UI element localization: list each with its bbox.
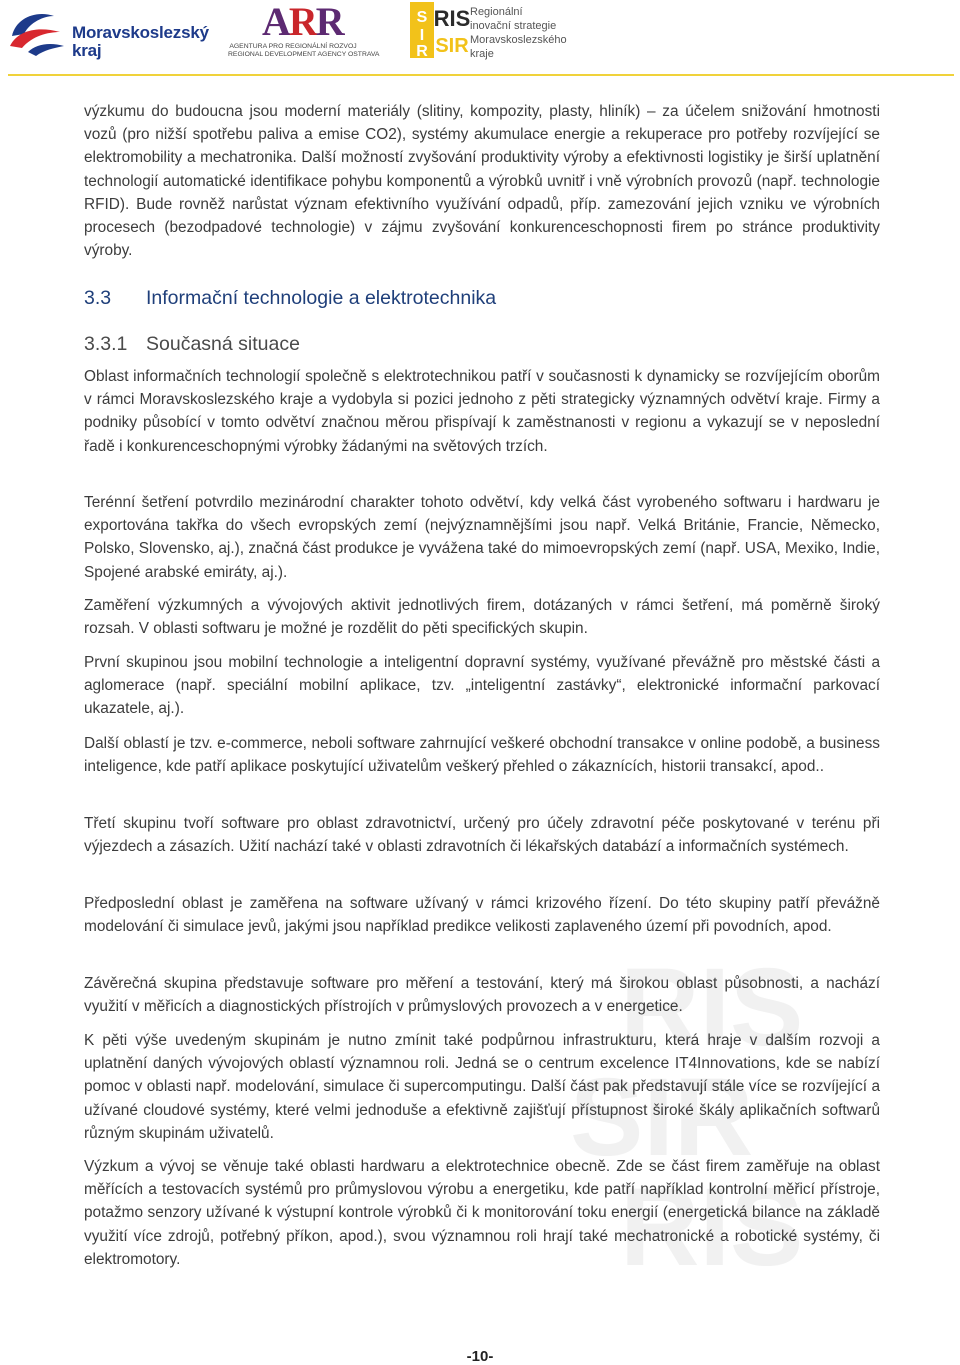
msk-logo-line1: Moravskoslezský bbox=[72, 23, 209, 42]
svg-text:RIS: RIS bbox=[620, 1166, 804, 1289]
body-paragraph-2: Terénní šetření potvrdilo mezinárodní charakter tohoto odvětví, kdy velká část vyrobeného softwaru i hardwaru je exportována takřka do všech evropských zemí (nejvýznamnějšími jsou např. Velká Británie, Francie, Německo, Polsko, Slovensko, aj.), značná část produkce je vyvážena také do mimoevropských zemí (např. USA, Mexiko, Indie, Spojené arabské emiráty, aj.). bbox=[84, 494, 880, 581]
ris-logo-line4: kraje bbox=[470, 48, 494, 60]
arr-logo-line1: AGENTURA PRO REGIONÁLNÍ ROZVOJ bbox=[229, 43, 357, 50]
ris-logo-line1: Regionální bbox=[470, 6, 523, 18]
ris-logo-line3: Moravskoslezského bbox=[470, 34, 567, 46]
body-paragraph-9: K pěti výše uvedeným skupinám je nutno zmínit také podpůrnou infrastrukturu, která hraje v dalším rozvoji a uplatnění daných vývojových oblastí významnou roli. Jedná se o centrum excelence IT4Innovations, kde se nabízí pomoc v oblasti např. modelování, simulace či supercomputingu. Další část pak představují stále více se rozvíjející a užívané cloudové systémy, které velmi jednoduše a efektivně zajišťují přístupnost široké škály aplikačních softwarů různým skupinám uživatelů. bbox=[84, 1032, 880, 1142]
section-title: Informační technologie a elektrotechnika bbox=[146, 287, 497, 309]
header-divider bbox=[8, 74, 954, 76]
ris-logo bbox=[410, 2, 580, 62]
svg-text:RIS: RIS bbox=[433, 6, 470, 31]
moravskoslezsky-kraj-logo bbox=[8, 4, 209, 62]
body-paragraph-5: Další oblastí je tzv. e-commerce, neboli software zahrnující veškeré obchodní transakce v online podobě, a business inteligence, kde patří aplikace poskytující uživatelům veškerý přehled o zákaznících, historii transakcí, apod.. bbox=[84, 735, 880, 776]
subsection-heading bbox=[84, 332, 300, 356]
section-number: 3.3 bbox=[84, 287, 112, 309]
page-number: -10- bbox=[466, 1348, 494, 1365]
body-paragraph-1: Oblast informačních technologií společně s elektrotechnikou patří v současnosti k dynamicky se rozvíjejícím oborům v rámci Moravskoslezského kraje a vydobyla si pozici jednoho z pěti strategicky významných odvětví kraje. Firmy a podniky působící v tomto odvětví značnou měrou přispívají k zaměstnanosti v regionu a vykazují se v neposlední řadě i konkurenceschopnými výrobky žádanými na světových trzích. bbox=[84, 368, 880, 455]
ris-mark-icon bbox=[410, 2, 470, 58]
svg-text:R: R bbox=[416, 43, 428, 58]
body-paragraph-4: První skupinou jsou mobilní technologie a inteligentní dopravní systémy, využívané převážně pro městské části a aglomerace (např. speciální mobilní aplikace, tzv. „inteligentní zastávky“, elektronické informační parkovací ukazatele, aj.). bbox=[84, 654, 880, 718]
msk-logo-line2: kraj bbox=[72, 41, 102, 60]
arr-mark-letter: A bbox=[262, 0, 289, 44]
body-paragraph-7: Předposlední oblast je zaměřena na software užívaný v rámci krizového řízení. Do této skupiny patří převážně modelování či simulace jevů, jakými jsou například predikce velikosti zaplaveného území při povodních, apod. bbox=[84, 895, 880, 936]
body-paragraph-8: Závěrečná skupina představuje software pro měření a testování, který má širokou oblast působnosti, a nachází využití v měřicích a diagnostických přístrojích v průmyslových provozech a v energetice. bbox=[84, 975, 880, 1016]
arr-logo-line2: REGIONAL DEVELOPMENT AGENCY OSTRAVA bbox=[228, 51, 380, 58]
svg-text:SIR: SIR bbox=[435, 35, 469, 57]
section-heading bbox=[84, 286, 496, 310]
arr-mark-letter: R bbox=[315, 0, 343, 44]
body-paragraph-10: Výzkum a vývoj se věnuje také oblasti hardwaru a elektrotechnice obecně. Zde se část firem zaměřuje na oblast měřících a testovacích systémů pro průmyslovou výrobu a energetiku, kde patří například kontrolní měřicí přístroje, potažmo senzory užívané k výstupní kontrole výrobků či k monitorování toku energií (energetická bilance na základě využití více zdrojů, potřebný příkon, apod.), svou významnou roli hrají také mechatronické a robotické systémy, či elektromotory. bbox=[84, 1158, 880, 1268]
page-header bbox=[0, 0, 960, 78]
msk-emblem-icon bbox=[8, 6, 68, 58]
subsection-number: 3.3.1 bbox=[84, 333, 128, 355]
body-paragraph-6: Třetí skupinu tvoří software pro oblast zdravotnictví, určený pro účely zdravotní péče poskytované v terénu při výjezdech a zásazích. Užití nachází také v oblasti zdravotních či lékařských databází a informačních systémech. bbox=[84, 815, 880, 856]
arr-mark-letter: R bbox=[288, 0, 316, 44]
arr-mark bbox=[262, 2, 343, 42]
svg-text:I: I bbox=[419, 27, 425, 44]
svg-text:SIR: SIR bbox=[570, 1056, 754, 1179]
arr-logo bbox=[228, 0, 380, 62]
body-paragraph-3: Zaměření výzkumných a vývojových aktivit jednotlivých firem, dotázaných v rámci šetření, má poměrně široký rozsah. V oblasti softwaru je možné je rozdělit do pěti specifických skupin. bbox=[84, 597, 880, 638]
svg-text:RIS: RIS bbox=[620, 955, 804, 1069]
ris-logo-line2: inovační strategie bbox=[470, 20, 557, 32]
intro-paragraph: výzkumu do budoucna jsou moderní materiály (slitiny, kompozity, plasty, hliník) – za účelem snižování hmotnosti vozů (pro nižší spotřebu paliva a emise CO2), systémy akumulace energie a rekuperace pro potřeby rozvíjející se elektromobility a mechatronika. Další možností zvyšování produktivity výroby a efektivnosti logistiky je širší uplatnění technologií automatické identifikace pohybu komponentů a výrobků uvnitř i vně výrobních provozů (např. technologie RFID). Bude rovněž narůstat význam efektivního využívání odpadů, příp. zamezování jejich vzniku ve výrobních procesech (bezodpadové technologie) v zájmu zvyšování konkurenceschopnosti firem po stránce produktivity výroby. bbox=[84, 103, 880, 260]
subsection-title: Současná situace bbox=[146, 333, 300, 355]
svg-text:S: S bbox=[416, 9, 428, 26]
